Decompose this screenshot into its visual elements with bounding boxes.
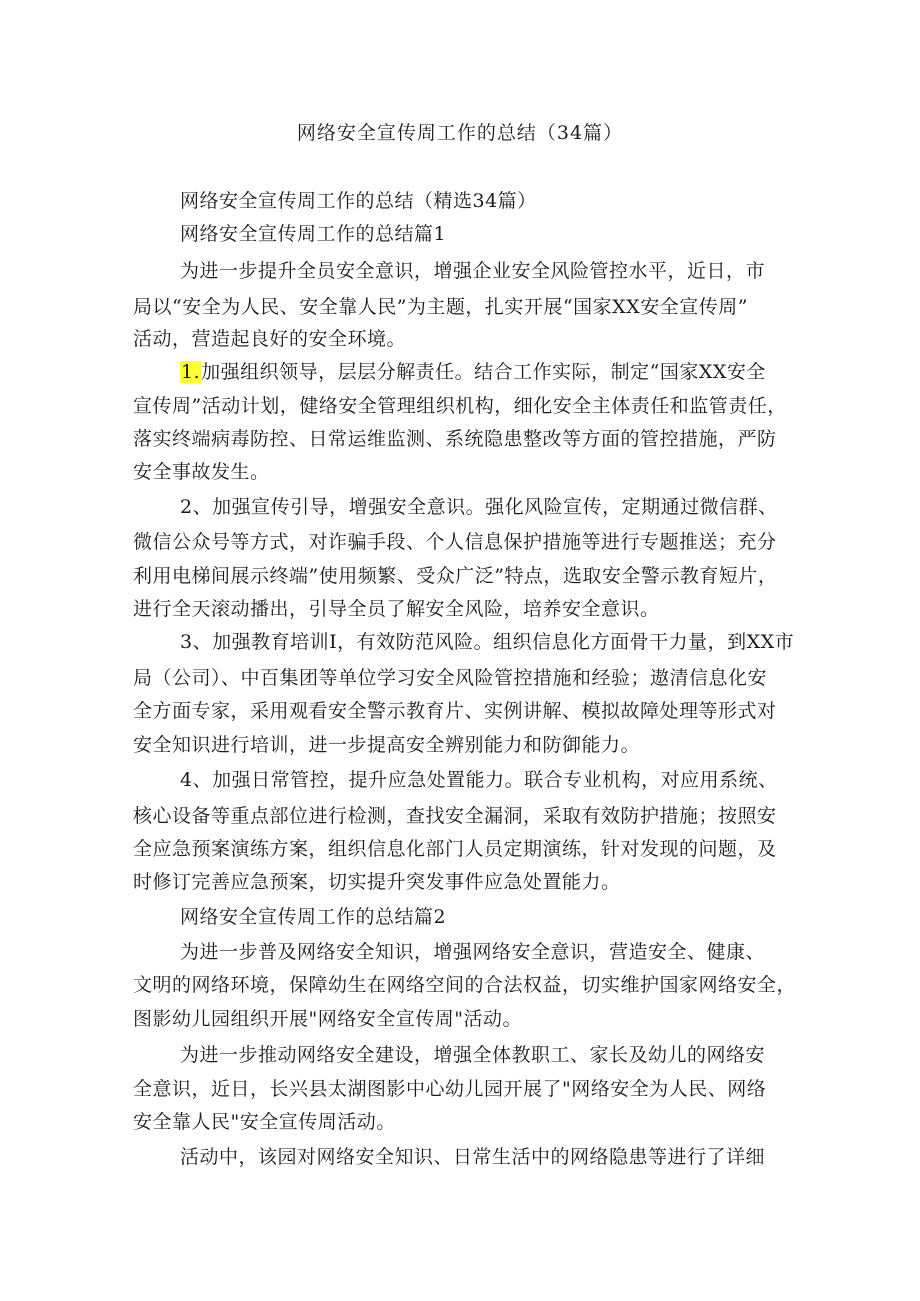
paragraph-line: 安全知识进行培训，进一步提高安全辨别能力和防御能力。 [133, 734, 641, 756]
document-title: 网络安全宣传周工作的总结（34篇） [296, 122, 624, 144]
paragraph-line: 为进一步普及网络安全知识，增强网络安全意识，营造安全、健康、 [180, 941, 766, 963]
section-heading: 网络安全宣传周工作的总结篇1 [180, 223, 447, 245]
paragraph-line: 全方面专家，采用观看安全警示教育片、实例讲解、模拟故障处理等形式对 [133, 700, 777, 722]
paragraph-line: 活动，营造起良好的安全环境。 [133, 328, 407, 350]
paragraph-line: 为进一步提升全员安全意识，增强企业安全风险管控水平，近日，市 [180, 260, 766, 282]
paragraph-line: 核心设备等重点部位进行检测，查找安全漏洞，采取有效防护措施；按照安 [133, 805, 777, 827]
document-subtitle: 网络安全宣传周工作的总结（精选34篇） [180, 190, 537, 212]
paragraph-line: 文明的网络环境，保障幼生在网络空间的合法权益，切实维护国家网络安全， [133, 974, 797, 996]
paragraph-line: 为进一步推动网络安全建设，增强全体教职工、家长及幼儿的网络安 [180, 1044, 766, 1066]
paragraph-line: 利用电梯间展示终端”使用频繁、受众广泛”特点，选取安全警示教育短片， [133, 565, 778, 587]
paragraph-line: 4、加强日常管控，提升应急处置能力。联合专业机构，对应用系统、 [180, 769, 778, 791]
paragraph-line: 活动中，该园对网络安全知识、日常生活中的网络隐患等进行了详细 [180, 1146, 766, 1168]
paragraph-line: 安全事故发生。 [133, 461, 270, 483]
paragraph-line: 微信公众号等方式，对诈骗手段、个人信息保护措施等进行专题推送；充分 [133, 531, 777, 553]
paragraph-line: 落实终端病毒防控、日常运维监测、系统隐患整改等方面的管控措施，严防 [133, 428, 777, 450]
section-heading: 网络安全宣传周工作的总结篇2 [180, 906, 447, 928]
paragraph-line [180, 357, 766, 384]
paragraph-line: 图影幼儿园组织开展"网络安全宣传周"活动。 [133, 1008, 522, 1030]
paragraph-line: 安全靠人民"安全宣传周活动。 [133, 1111, 396, 1133]
paragraph-line: 3、加强教育培训I，有效防范风险。组织信息化方面骨干力量，到XX市 [180, 631, 795, 653]
paragraph-line: 全应急预案演练方案，组织信息化部门人员定期演练，针对发现的问题，及 [133, 838, 777, 860]
paragraph-text: 加强组织领导，层层分解责任。结合工作实际，制定“国家XX安全 [201, 361, 766, 383]
paragraph-line: 全意识，近日，长兴县太湖图影中心幼儿园开展了"网络安全为人民、网络 [133, 1078, 767, 1100]
paragraph-line: 2、加强宣传引导，增强安全意识。强化风险宣传，定期通过微信群、 [180, 496, 778, 518]
paragraph-line: 宣传周”活动计划，健络安全管理组织机构，细化安全主体责任和监管责任， [133, 395, 787, 417]
paragraph-line: 进行全天滚动播出，引导全员了解安全风险，培养安全意识。 [133, 598, 660, 620]
paragraph-line: 局（公司）、中百集团等单位学习安全风险管控措施和经验；遨清信息化安 [133, 667, 768, 689]
paragraph-line: 时修订完善应急预案，切实提升突发事件应急处置能力。 [133, 871, 621, 893]
paragraph-line: 局以“安全为人民、安全靠人民”为主题，扎实开展“国家XX安全宣传周” [133, 296, 748, 318]
highlighted-list-marker: 1. [181, 361, 201, 383]
